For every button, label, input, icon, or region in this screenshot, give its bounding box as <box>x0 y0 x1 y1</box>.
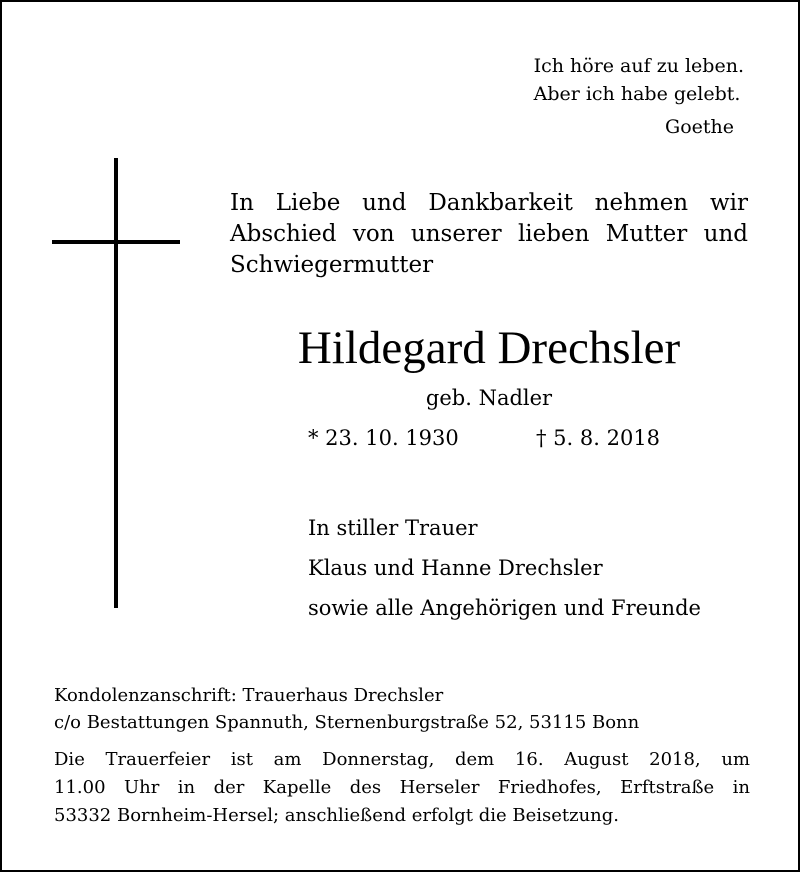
intro-line-3: Schwiegermutter <box>230 252 434 278</box>
ceremony-line-3: 53332 Bornheim-Hersel; anschließend erfolgt die Beisetzung. <box>54 805 620 826</box>
death-date: † 5. 8. 2018 <box>536 426 661 450</box>
mourners-line-3: sowie alle Angehörigen und Freunde <box>308 596 701 620</box>
cross-horizontal-bar <box>52 240 180 244</box>
condolence-address <box>54 682 639 736</box>
intro-line-1: In Liebe und Dankbarkeit nehmen wir <box>230 190 748 216</box>
ceremony-line-2: 11.00 Uhr in der Kapelle des Herseler Friedhofes, Erftstraße in <box>54 777 750 798</box>
quote <box>534 52 744 108</box>
quote-line-1: Ich höre auf zu leben. <box>533 55 744 77</box>
address-line-1: Kondolenzanschrift: Trauerhaus Drechsler <box>54 685 444 706</box>
birth-name: geb. Nadler <box>425 386 553 410</box>
quote-author: Goethe <box>665 116 734 138</box>
deceased-name: Hildegard Drechsler <box>297 322 681 374</box>
quote-line-2: Aber ich habe gelebt. <box>533 83 741 105</box>
ceremony-info <box>54 746 750 830</box>
birth-date: * 23. 10. 1930 <box>308 426 459 450</box>
cross-vertical-bar <box>114 158 118 608</box>
mourners <box>308 508 701 628</box>
mourners-line-2: Klaus und Hanne Drechsler <box>308 556 603 580</box>
intro-line-2: Abschied von unserer lieben Mutter und <box>230 221 748 247</box>
intro-text <box>230 188 748 281</box>
ceremony-line-1: Die Trauerfeier ist am Donnerstag, dem 16. August 2018, um <box>54 749 750 770</box>
address-line-2: c/o Bestattungen Spannuth, Sternenburgstraße 52, 53115 Bonn <box>54 712 640 733</box>
mourners-line-1: In stiller Trauer <box>308 516 478 540</box>
